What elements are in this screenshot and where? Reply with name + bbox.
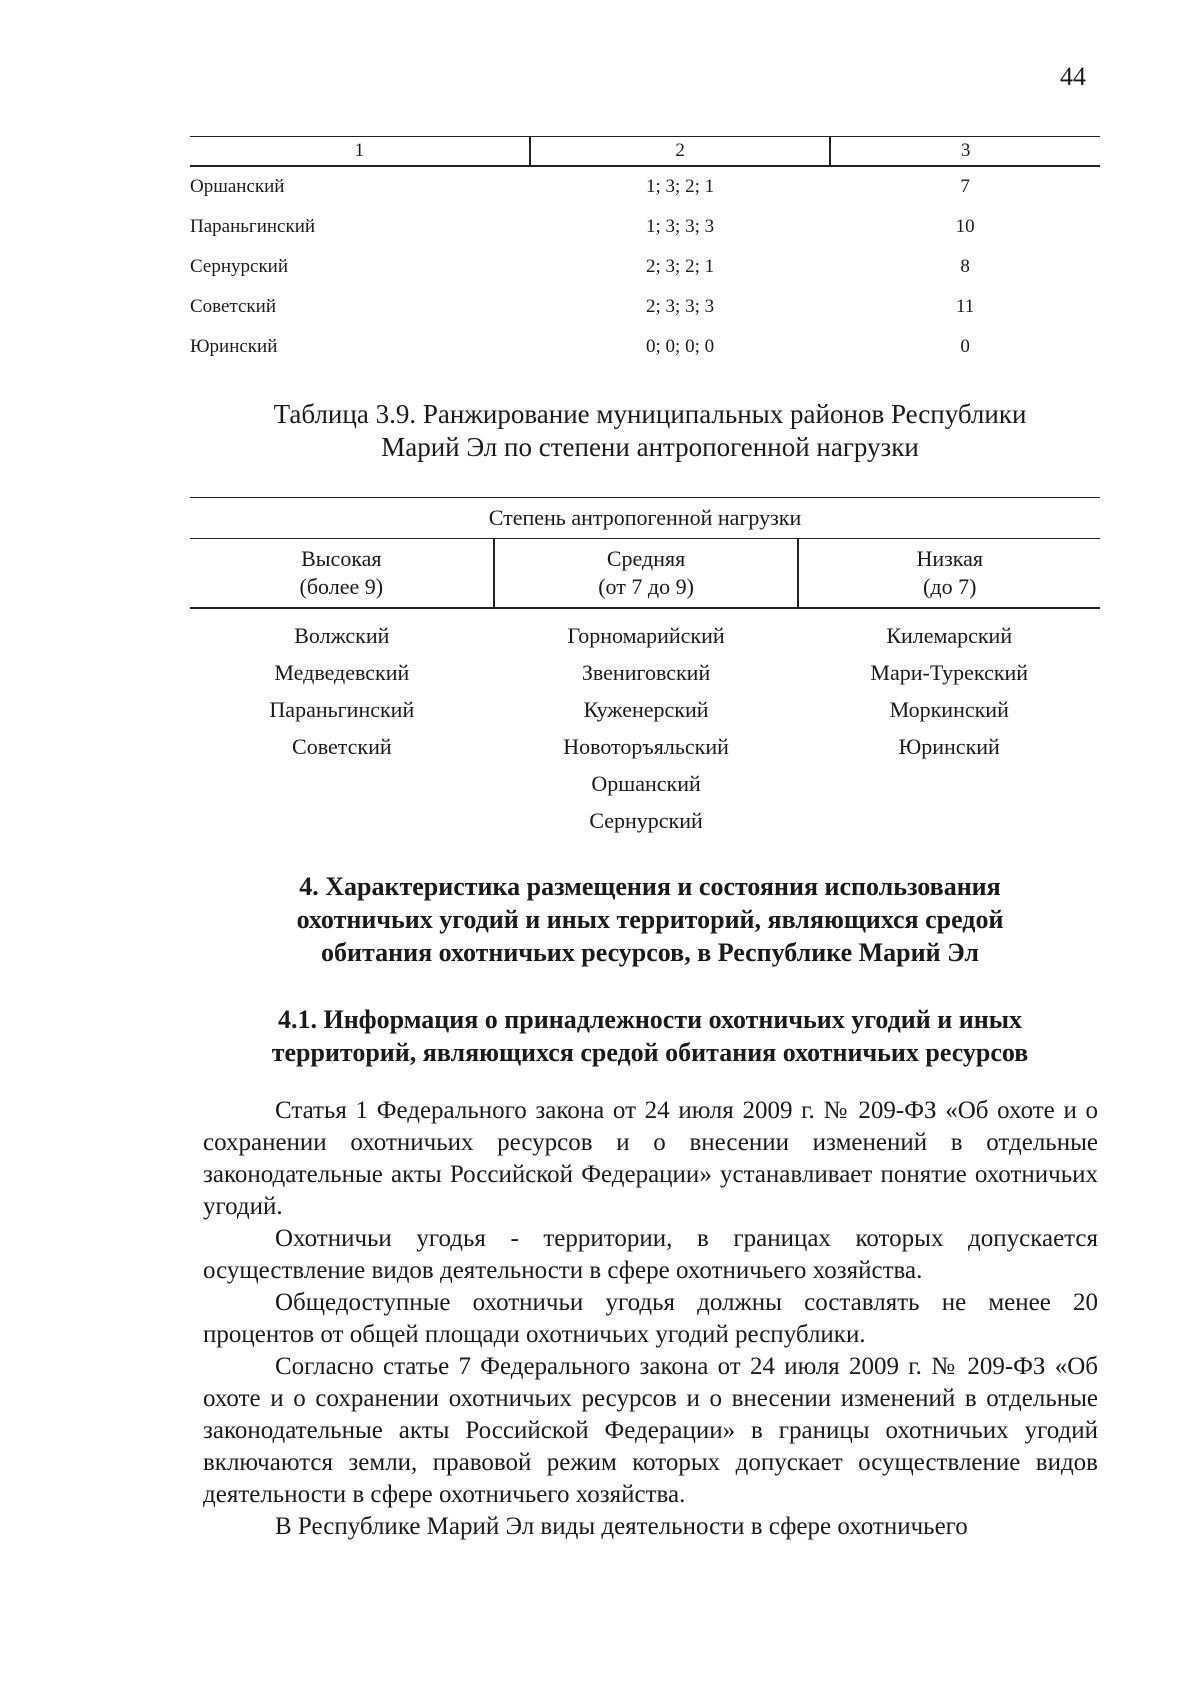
list-item: Медведевский: [274, 660, 410, 685]
list-item: Мари-Турекский: [870, 660, 1029, 685]
category-range: (более 9): [299, 574, 384, 599]
district-total: 0: [960, 336, 970, 357]
district-scores: 2; 3; 2; 1: [646, 256, 715, 277]
districts-score-table: [190, 136, 1100, 367]
category-name: Средняя: [606, 546, 686, 571]
column-header: 1: [190, 137, 530, 167]
category-range: (до 7): [923, 574, 977, 599]
district-name: Советский: [190, 296, 277, 317]
paragraph: Общедоступные охотничьи угодья должны составлять не менее 20 процентов от общей площади охотничьих угодий республики.: [203, 1289, 1098, 1348]
body-text: [203, 1095, 1098, 1543]
district-name: Сернурский: [190, 256, 289, 277]
list-item: Волжский: [294, 623, 390, 648]
list-item: Килемарский: [886, 623, 1013, 648]
list-item: Советский: [292, 734, 392, 759]
caption-line: Таблица 3.9. Ранжирование муниципальных районов Республики: [273, 399, 1027, 429]
table-row: [190, 247, 1100, 287]
paragraph: Согласно статье 7 Федерального закона от 24 июля 2009 г. № 209-ФЗ «Об охоте и о сохранении охотничьих ресурсов и о внесении изменений в отдельные законодательные акты Российской Федерации» в границы охотничьих угодий включаются земли, правовой режим которых допускает осуществление видов деятельности в сфере охотничьего хозяйства.: [203, 1353, 1098, 1508]
district-total: 11: [956, 296, 975, 317]
table-header-row: [190, 498, 1100, 539]
heading-line: 4.1. Информация о принадлежности охотничьих угодий и иных: [277, 1005, 1023, 1034]
section-4-1-heading: [150, 1003, 1150, 1069]
list-item: Оршанский: [591, 771, 701, 796]
list-item: Сернурский: [589, 808, 703, 833]
table-header-row: [190, 137, 1100, 167]
list-item: Параньгинский: [269, 697, 415, 722]
district-total: 7: [960, 176, 970, 197]
district-scores: 2; 3; 3; 3: [646, 296, 715, 317]
medium-load-districts: [494, 608, 799, 840]
heading-line: 4. Характеристика размещения и состояния использования: [299, 872, 1001, 901]
category-high: [190, 539, 494, 609]
list-item: Юринский: [898, 734, 1000, 759]
list-item: Горномарийский: [567, 623, 725, 648]
district-name: Юринский: [190, 336, 278, 357]
caption-line: Марий Эл по степени антропогенной нагрузки: [381, 432, 919, 462]
table-caption: [150, 398, 1150, 464]
category-low: [798, 539, 1100, 609]
district-scores: 1; 3; 2; 1: [646, 176, 715, 197]
table-row: [190, 287, 1100, 327]
anthropogenic-load-table: [190, 497, 1100, 840]
heading-line: обитания охотничьих ресурсов, в Республике Марий Эл: [321, 938, 979, 967]
column-header: 2: [530, 137, 830, 167]
table-header: Степень антропогенной нагрузки: [190, 498, 1100, 539]
category-name: Высокая: [301, 546, 382, 571]
page-number: 44: [1060, 62, 1086, 91]
district-lists-row: [190, 608, 1100, 840]
category-range: (от 7 до 9): [598, 574, 694, 599]
district-scores: 1; 3; 3; 3: [646, 216, 715, 237]
list-item: Моркинский: [889, 697, 1009, 722]
table-row: [190, 166, 1100, 207]
section-4-heading: [150, 870, 1150, 969]
category-header-row: [190, 539, 1100, 609]
list-item: Куженерский: [583, 697, 709, 722]
column-header: 3: [830, 137, 1100, 167]
district-name: Оршанский: [190, 176, 285, 197]
category-name: Низкая: [916, 546, 984, 571]
paragraph: Статья 1 Федерального закона от 24 июля 2009 г. № 209-ФЗ «Об охоте и о сохранении охотничьих ресурсов и о внесении изменений в отдельные законодательные акты Российской Федерации» устанавливает понятие охотничьих угодий.: [203, 1097, 1098, 1220]
heading-line: охотничьих угодий и иных территорий, являющихся средой: [296, 905, 1004, 934]
list-item: Звениговский: [581, 660, 711, 685]
paragraph: Охотничьи угодья - территории, в границах которых допускается осуществление видов деятельности в сфере охотничьего хозяйства.: [203, 1225, 1098, 1284]
paragraph: В Республике Марий Эл виды деятельности в сфере охотничьего: [275, 1513, 968, 1540]
table-row: [190, 327, 1100, 367]
district-total: 8: [960, 256, 970, 277]
list-item: Новоторъяльский: [563, 734, 729, 759]
table-row: [190, 207, 1100, 247]
high-load-districts: [190, 608, 494, 840]
district-name: Параньгинский: [190, 216, 316, 237]
district-scores: 0; 0; 0; 0: [646, 336, 715, 357]
heading-line: территорий, являющихся средой обитания охотничьих ресурсов: [271, 1038, 1029, 1067]
low-load-districts: [798, 608, 1100, 840]
district-total: 10: [955, 216, 975, 237]
category-medium: [494, 539, 799, 609]
